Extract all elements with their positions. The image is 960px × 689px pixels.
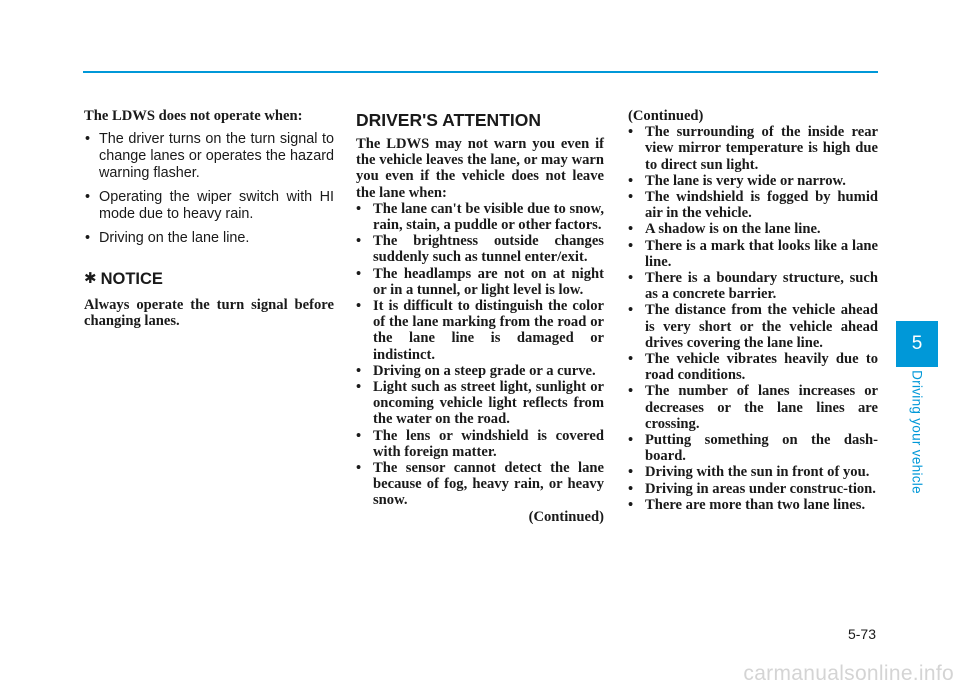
list-item: • Driving with the sun in front of you.	[628, 464, 878, 480]
list-item: • Operating the wiper switch with HI mode due to heavy rain.	[84, 189, 334, 223]
chapter-tab: 5	[896, 321, 938, 367]
watermark: carmanualsonline.info	[743, 662, 954, 685]
page-number: 5-73	[847, 626, 876, 642]
ldws-not-operate-heading: The LDWS does not operate when:	[84, 108, 303, 124]
top-divider	[83, 71, 878, 73]
list-item: • The number of lanes increases or decreases or the lane lines are crossing.	[628, 383, 878, 432]
list-item: • The driver turns on the turn signal to change lanes or operates the hazard warning flasher.	[84, 131, 334, 182]
continued-label: (Continued)	[528, 508, 604, 525]
list-item: • The brightness outside changes suddenly such as tunnel enter/exit.	[356, 233, 604, 265]
chapter-title: Driving your vehicle	[909, 370, 925, 494]
list-item: • Putting something on the dash-board.	[628, 432, 878, 464]
list-item: • The lane is very wide or narrow.	[628, 173, 878, 189]
list-item: • There are more than two lane lines.	[628, 497, 878, 513]
drivers-attention-heading: DRIVER'S ATTENTION	[356, 110, 541, 130]
drivers-attention-list	[356, 201, 604, 509]
column-ldws-conditions	[84, 108, 334, 330]
continued-label-top: (Continued)	[628, 108, 704, 124]
list-item: • The distance from the vehicle ahead is very short or the vehicle ahead drives covering the lane line.	[628, 302, 878, 351]
list-item: • The windshield is fogged by humid air in the vehicle.	[628, 189, 878, 221]
notice-title: NOTICE	[100, 270, 163, 289]
continued-conditions-list	[628, 124, 878, 513]
notice-text: Always operate the turn signal before changing lanes.	[84, 297, 334, 330]
column-drivers-attention	[356, 108, 604, 525]
drivers-attention-intro: The LDWS may not warn you even if the vehicle leaves the lane, or may warn you even if the vehicle does not leave the lane when:	[356, 136, 604, 201]
notice-heading	[84, 269, 334, 289]
list-item: • There is a mark that looks like a lane line.	[628, 238, 878, 270]
list-item: • A shadow is on the lane line.	[628, 221, 878, 237]
list-item: • Driving in areas under construc-tion.	[628, 481, 878, 497]
list-item: • The sensor cannot detect the lane because of fog, heavy rain, or heavy snow.	[356, 460, 604, 509]
list-item: • Driving on a steep grade or a curve.	[356, 363, 604, 379]
list-item: • The surrounding of the inside rear view mirror temperature is high due to direct sun light.	[628, 124, 878, 173]
list-item: • Driving on the lane line.	[84, 230, 334, 247]
list-item: • The lens or windshield is covered with foreign matter.	[356, 428, 604, 460]
column-continued-conditions	[628, 108, 878, 513]
list-item: • The headlamps are not on at night or in a tunnel, or light level is low.	[356, 266, 604, 298]
ldws-not-operate-list	[84, 131, 334, 247]
list-item: • The lane can't be visible due to snow, rain, stain, a puddle or other factors.	[356, 201, 604, 233]
list-item: • The vehicle vibrates heavily due to road conditions.	[628, 351, 878, 383]
asterisk-icon: ✱	[84, 270, 97, 288]
list-item: • There is a boundary structure, such as a concrete barrier.	[628, 270, 878, 302]
list-item: • It is difficult to distinguish the color of the lane marking from the road or the lane line is damaged or indistinct.	[356, 298, 604, 363]
list-item: • Light such as street light, sunlight or oncoming vehicle light reflects from the water on the road.	[356, 379, 604, 428]
